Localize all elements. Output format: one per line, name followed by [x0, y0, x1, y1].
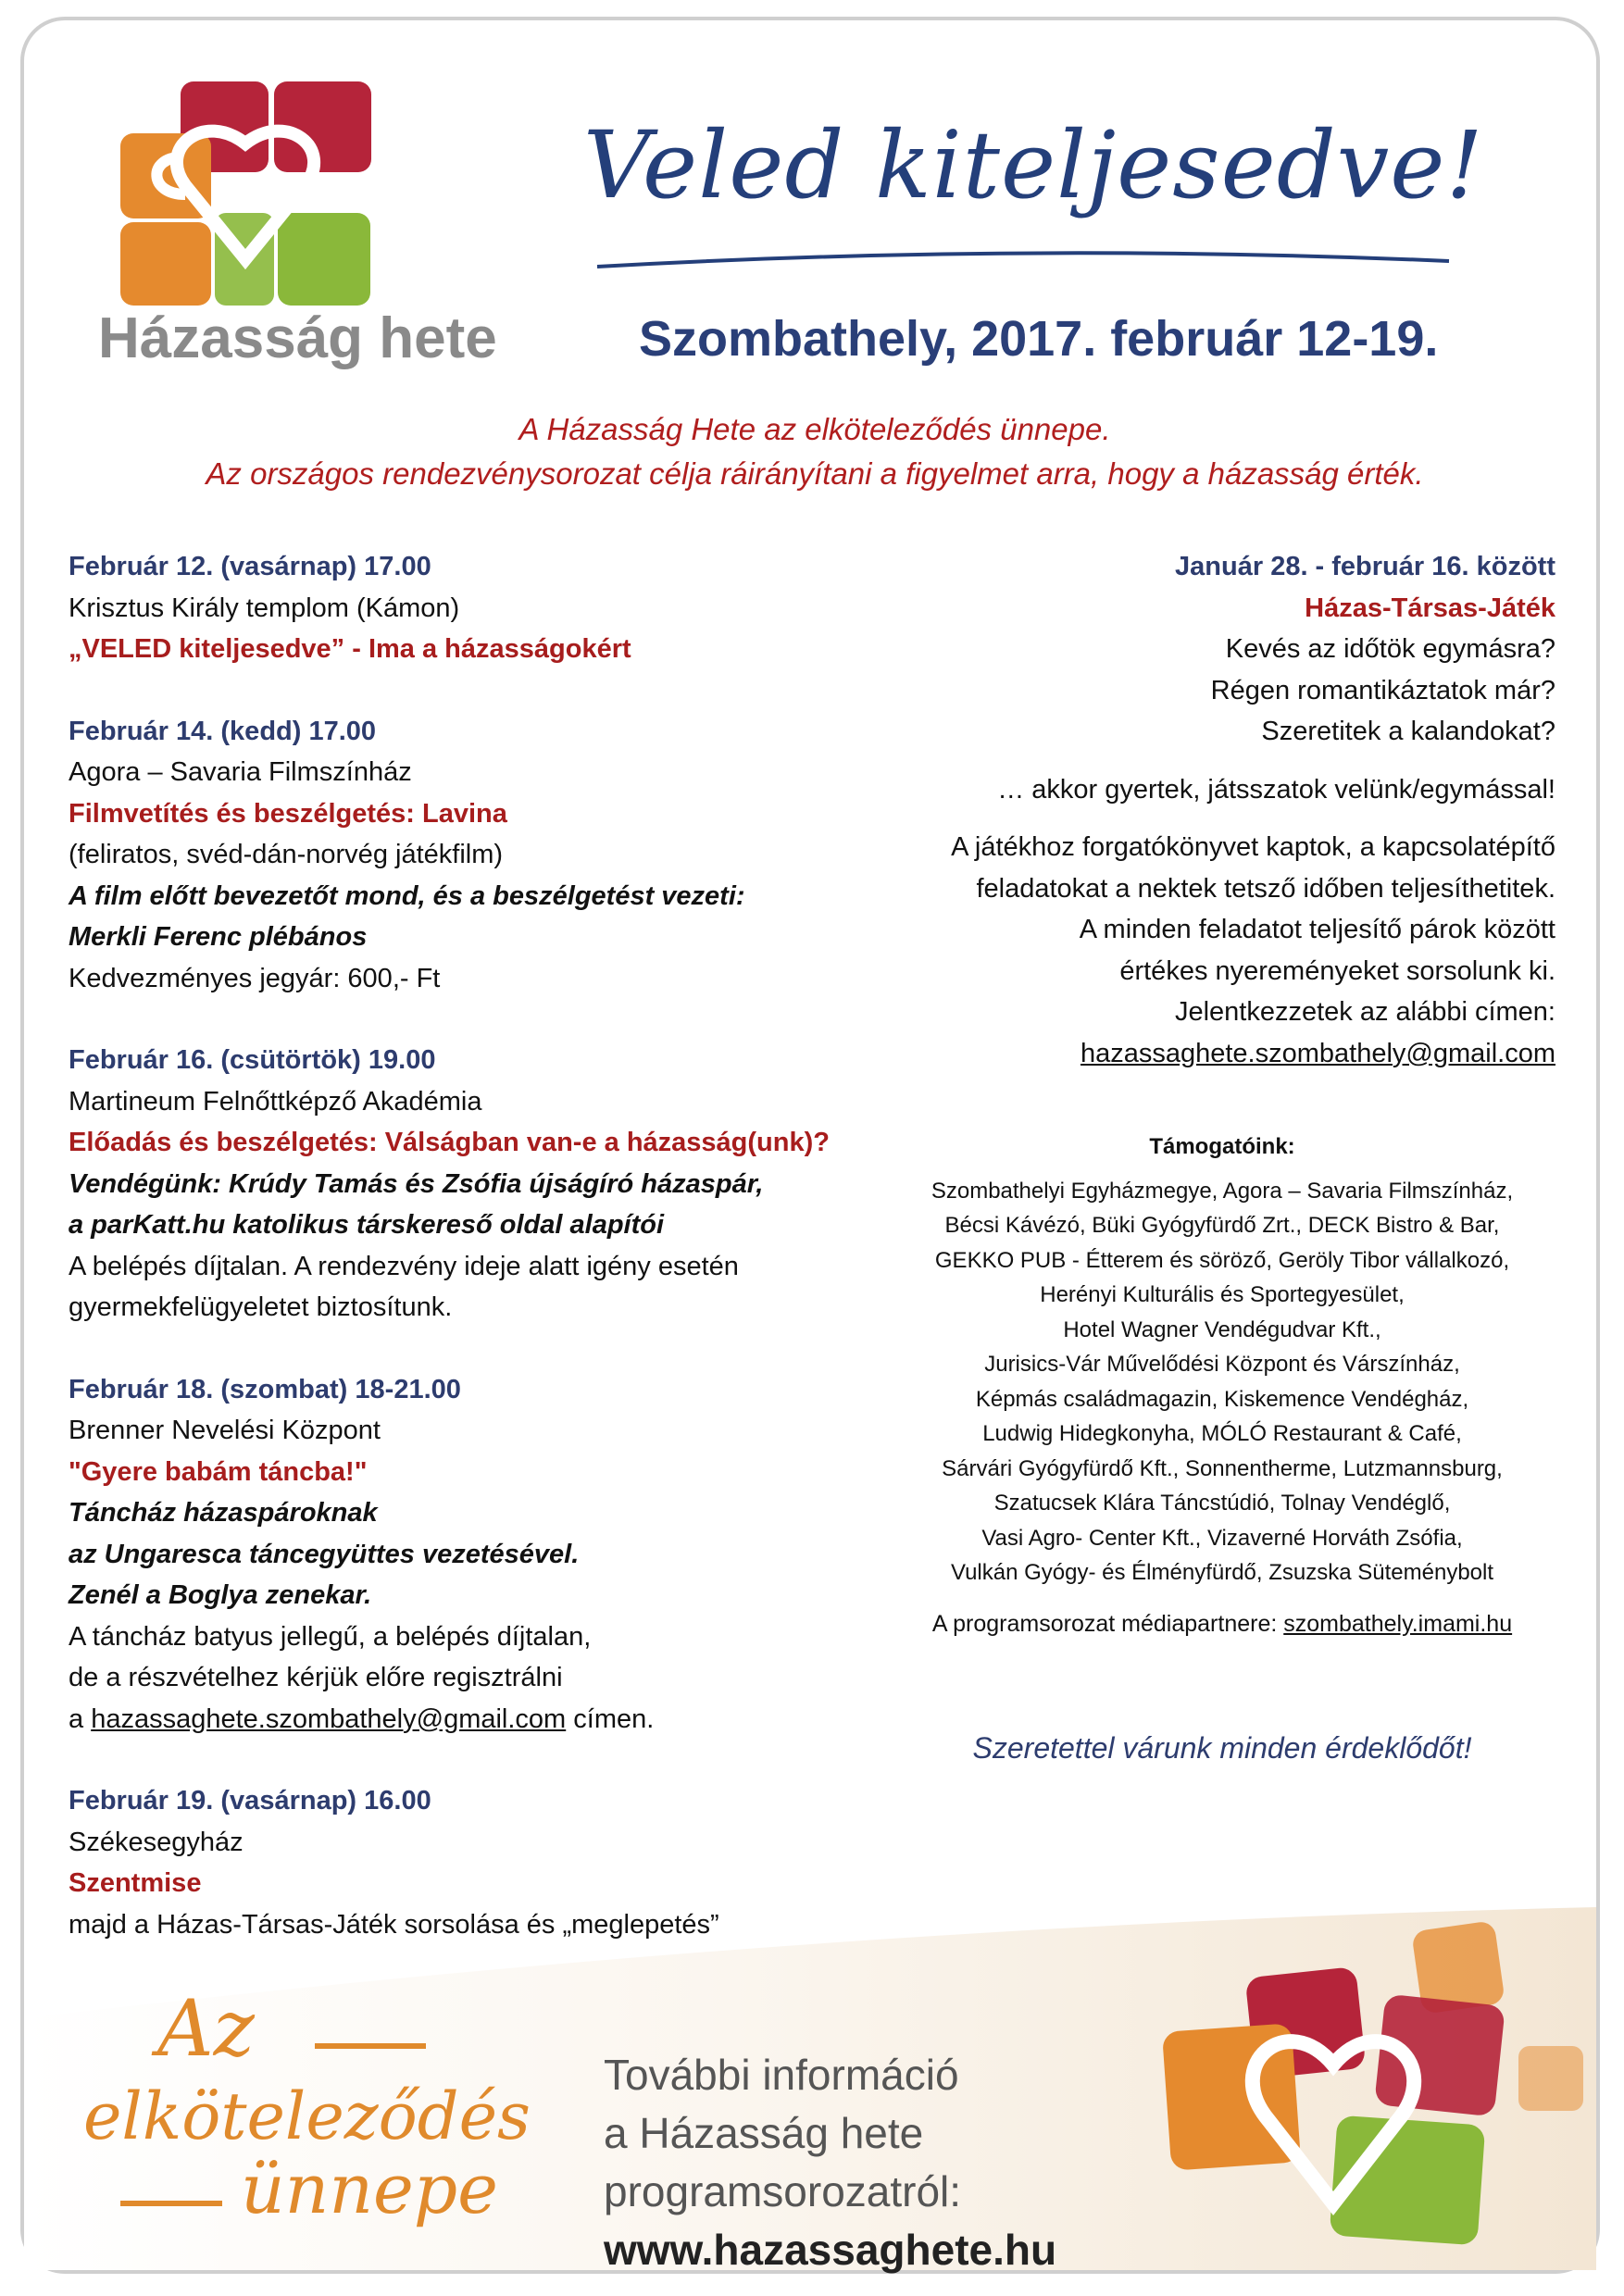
media-partner: [889, 1611, 1555, 1638]
event-desc-3: Zenél a Boglya zenekar.: [69, 1580, 372, 1610]
event-date: Február 18. (szombat) 18-21.00: [69, 1374, 461, 1404]
game-paragraph-5: Jelentkezzetek az alábbi címen:: [1174, 997, 1555, 1027]
footer-tile-crimson-right: [1374, 1994, 1505, 2117]
game-paragraph-3: A minden feladatot teljesítő párok között: [1079, 915, 1555, 944]
event-venue: Brenner Nevelési Központ: [69, 1416, 381, 1445]
sponsor-line: Ludwig Hidegkonyha, MÓLÓ Restaurant & Café,: [982, 1421, 1462, 1446]
slogan-title: Veled kiteljesedve!: [583, 111, 1484, 219]
game-paragraph-2: feladatokat a nektek tetsző időben teljesíthetitek.: [976, 873, 1555, 904]
game-question-2: Régen romantikáztatok már?: [1210, 675, 1555, 705]
note-prefix: a: [69, 1703, 92, 1734]
logo-tile-orange-lower: [120, 222, 211, 306]
game-paragraph-4: értékes nyereményeket sorsolunk ki.: [1119, 955, 1555, 986]
event-feb-12: [69, 546, 883, 670]
footer-tile-fade: [1518, 2046, 1583, 2111]
event-feb-14: [69, 711, 883, 1000]
game-question-3: Szeretitek a kalandokat?: [1261, 717, 1555, 746]
game-column: [889, 546, 1555, 1074]
event-title: Szentmise: [69, 1868, 202, 1898]
event-host-line: A film előtt bevezetőt mond, és a beszélgetést vezeti:: [69, 880, 745, 911]
sponsors-heading: Támogatóink:: [1149, 1134, 1295, 1159]
event-venue: Krisztus Király templom (Kámon): [69, 593, 460, 623]
sponsor-line: Bécsi Kávézó, Büki Gyógyfürdő Zrt., DECK Bistro & Bar,: [944, 1213, 1500, 1238]
sponsor-line: Vulkán Gyógy- és Élményfürdő, Zsuzska Süteménybolt: [950, 1560, 1494, 1585]
event-title: Filmvetítés és beszélgetés: Lavina: [69, 798, 507, 829]
logo-tile-green: [278, 213, 370, 306]
sponsor-line: Hotel Wagner Vendégudvar Kft.,: [1063, 1316, 1381, 1342]
media-partner-label: A programsorozat médiapartnere:: [931, 1611, 1284, 1637]
event-note-1: A belépés díjtalan. A rendezvény ideje alatt igény esetén: [69, 1251, 739, 1281]
event-date: Február 12. (vasárnap) 17.00: [69, 552, 431, 581]
event-note-1: A táncház batyus jellegű, a belépés díjtalan,: [69, 1621, 592, 1652]
event-date: Február 14. (kedd) 17.00: [69, 716, 377, 746]
sponsor-line: Szatucsek Klára Táncstúdió, Tolnay Vendéglő,: [993, 1491, 1451, 1516]
welcome-message: Szeretettel várunk minden érdeklődőt!: [972, 1731, 1472, 1765]
slogan-underline: [593, 241, 1454, 278]
event-feb-18: [69, 1369, 883, 1741]
footer-decorative-logo: [1111, 1907, 1593, 2259]
event-date: Február 16. (csütörtök) 19.00: [69, 1045, 436, 1075]
event-date: Február 19. (vasárnap) 16.00: [69, 1786, 431, 1816]
game-email-link[interactable]: hazassaghete.szombathely@gmail.com: [1080, 1038, 1555, 1068]
sponsor-line: Képmás családmagazin, Kiskemence Vendégház,: [975, 1386, 1469, 1412]
game-paragraph-1: A játékhoz forgatókönyvet kaptok, a kapcsolatépítő: [951, 832, 1555, 862]
event-venue: Székesegyház: [69, 1827, 244, 1857]
sponsor-line: Herényi Kulturális és Sportegyesület,: [1040, 1282, 1405, 1307]
event-venue: Martineum Felnőttképző Akadémia: [69, 1086, 482, 1117]
event-city-date: Szombathely, 2017. február 12-19.: [639, 311, 1439, 367]
event-price: Kedvezményes jegyár: 600,- Ft: [69, 963, 441, 993]
footer-info: [604, 2046, 1056, 2279]
event-venue: Agora – Savaria Filmszínház: [69, 757, 412, 787]
event-note: majd a Házas-Társas-Játék sorsolása és „meglepetés”: [69, 1909, 719, 1940]
footer-info-line-2: a Házasság hete: [604, 2109, 924, 2157]
event-desc-1: Táncház házaspároknak: [69, 1498, 378, 1528]
event-note-3: [69, 1699, 883, 1741]
event-title: Előadás és beszélgetés: Válságban van-e a házasság(unk)?: [69, 1128, 830, 1157]
note-suffix: címen.: [566, 1703, 655, 1734]
script-word-elkotelezodes: elköteleződés: [83, 2078, 531, 2154]
sponsor-line: GEKKO PUB - Étterem és söröző, Geröly Tibor vállalkozó,: [934, 1247, 1510, 1273]
footer-website-link[interactable]: www.hazassaghete.hu: [604, 2226, 1057, 2274]
script-word-az: Az: [157, 1983, 255, 2074]
event-subtitle: (feliratos, svéd-dán-norvég játékfilm): [69, 840, 504, 869]
game-date: Január 28. - február 16. között: [1175, 552, 1555, 581]
game-title: Házas-Társas-Játék: [1305, 593, 1555, 623]
sponsor-line: Szombathelyi Egyházmegye, Agora – Savaria Filmszínház,: [931, 1178, 1514, 1204]
events-column: [69, 546, 883, 1986]
event-guest-line-2: a parKatt.hu katolikus társkereső oldal alapítói: [69, 1210, 665, 1240]
game-question-1: Kevés az időtök egymásra?: [1225, 634, 1555, 664]
footer-info-line-3: programsorozatról:: [604, 2167, 962, 2215]
footer-info-line-1: További információ: [604, 2051, 959, 2099]
footer-script-logo: [83, 1981, 602, 2231]
sponsor-line: Vasi Agro- Center Kft., Vizaverné Horváth Zsófia,: [981, 1525, 1463, 1551]
event-desc-2: az Ungaresca táncegyüttes vezetésével.: [69, 1539, 580, 1569]
sponsor-line: Jurisics-Vár Művelődési Központ és Várszínház,: [984, 1352, 1460, 1377]
event-title: "Gyere babám táncba!": [69, 1456, 368, 1487]
sponsors-section: [889, 1129, 1555, 1591]
intro-line-2: Az országos rendezvénysorozat célja ráirányítani a figyelmet arra, hogy a házasság érték.: [206, 456, 1424, 491]
event-host-name: Merkli Ferenc plébános: [69, 922, 368, 952]
sponsor-line: Sárvári Gyógyfürdő Kft., Sonnentherme, Lutzmannsburg,: [942, 1455, 1503, 1481]
game-invite: … akkor gyertek, játsszatok velünk/egymással!: [997, 774, 1555, 805]
event-guest-line-1: Vendégünk: Krúdy Tamás és Zsófia újságíró házaspár,: [69, 1168, 764, 1199]
media-partner-link[interactable]: szombathely.imami.hu: [1283, 1611, 1513, 1637]
script-word-unnepe: ünnepe: [241, 2150, 498, 2229]
event-feb-16: [69, 1040, 883, 1329]
registration-email-link[interactable]: hazassaghete.szombathely@gmail.com: [91, 1703, 567, 1734]
intro-line-1: A Házasság Hete az elköteleződés ünnepe.: [518, 412, 1111, 446]
intro-text: [83, 407, 1546, 496]
event-note-2: de a részvételhez kérjük előre regisztrálni: [69, 1663, 563, 1692]
event-title: „VELED kiteljesedve” - Ima a házasságokért: [69, 634, 631, 664]
logo-label: Házasság hete: [98, 306, 497, 370]
event-note-2: gyermekfelügyeletet biztosítunk.: [69, 1292, 453, 1322]
